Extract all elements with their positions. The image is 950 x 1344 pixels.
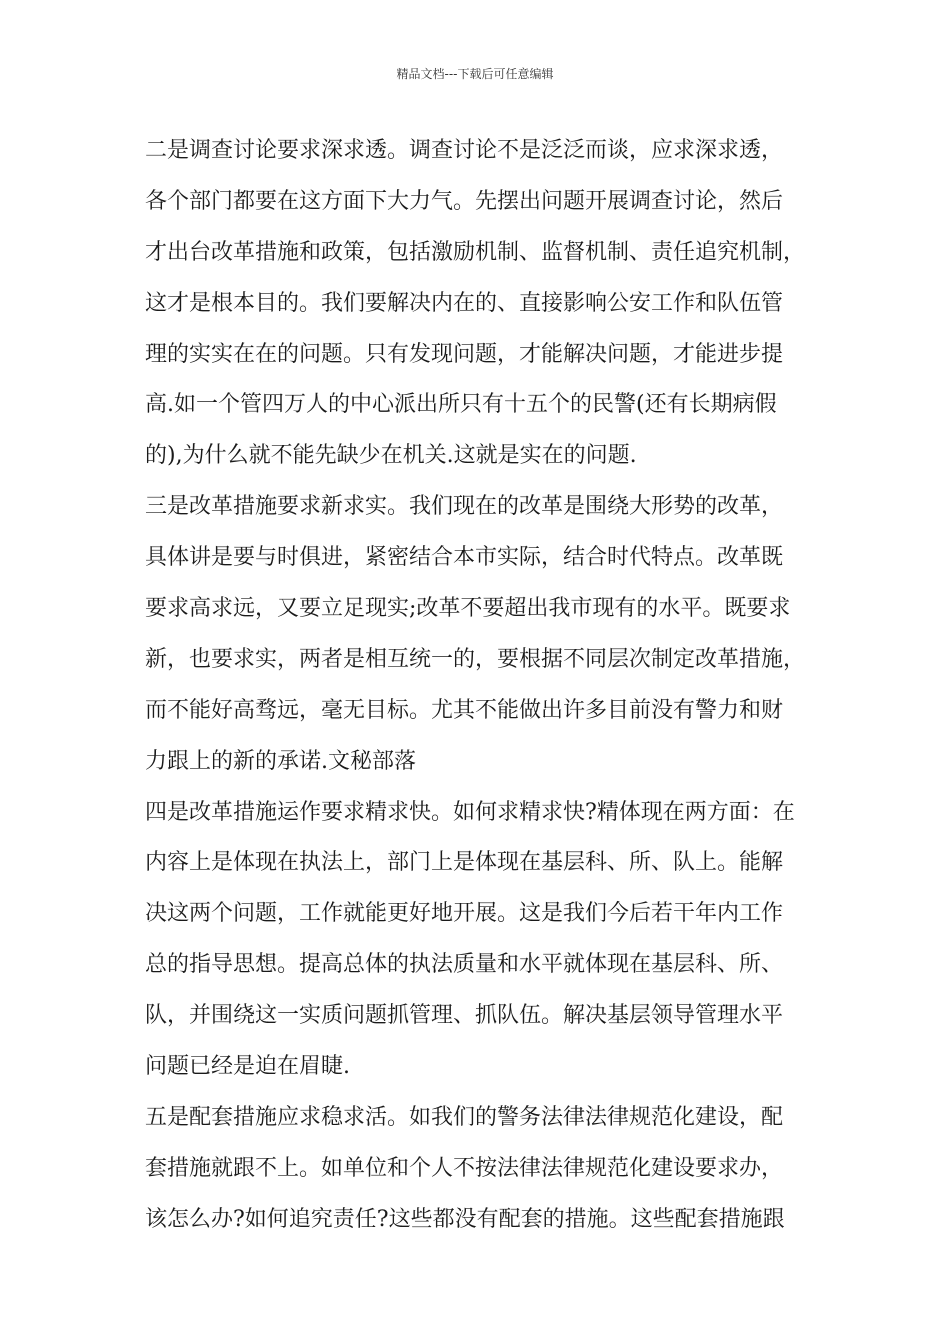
text-line: 三是改革措施要求新求实。我们现在的改革是围绕大形势的改革， [145,494,784,520]
text-line: 而不能好高骛远，毫无目标。尤其不能做出许多目前没有警力和财 [145,697,784,723]
text-line: 才出台改革措施和政策，包括激励机制、监督机制、责任追究机制， [145,239,806,265]
text-line: 要求高求远，又要立足现实;改革不要超出我市现有的水平。既要求 [145,596,791,622]
text-line: 力跟上的新的承诺.文秘部落 [145,748,416,774]
text-line: 的),为什么就不能先缺少在机关.这就是实在的问题. [145,443,637,469]
text-line: 理的实实在在的问题。只有发现问题，才能解决问题，才能进步提 [145,341,784,367]
text-line: 问题已经是迫在眉睫. [145,1054,350,1080]
text-line: 五是配套措施应求稳求活。如我们的警务法律法律规范化建设，配 [145,1104,784,1130]
document-body [145,132,825,1252]
text-line: 这才是根本目的。我们要解决内在的、直接影响公安工作和队伍管 [145,290,784,316]
text-line: 新，也要求实，两者是相互统一的，要根据不同层次制定改革措施， [145,646,806,672]
text-line: 各个部门都要在这方面下大力气。先摆出问题开展调查讨论，然后 [145,188,784,214]
text-line: 高.如一个管四万人的中心派出所只有十五个的民警(还有长期病假 [145,392,777,418]
text-line: 具体讲是要与时俱进，紧密结合本市实际，结合时代特点。改革既 [145,545,784,571]
text-line: 决这两个问题，工作就能更好地开展。这是我们今后若干年内工作 [145,901,784,927]
text-line: 内容上是体现在执法上，部门上是体现在基层科、所、队上。能解 [145,850,784,876]
text-line: 队，并围绕这一实质问题抓管理、抓队伍。解决基层领导管理水平 [145,1003,784,1029]
text-line: 套措施就跟不上。如单位和个人不按法律法律规范化建设要求办， [145,1155,784,1181]
text-line: 四是改革措施运作要求精求快。如何求精求快?精体现在两方面：在 [145,799,795,825]
text-line: 二是调查讨论要求深求透。调查讨论不是泛泛而谈，应求深求透， [145,138,784,163]
text-line: 该怎么办?如何追究责任?这些都没有配套的措施。这些配套措施跟 [145,1206,785,1232]
page-header: 精品文档---下载后可任意编辑 [396,67,554,81]
text-line: 总的指导思想。提高总体的执法质量和水平就体现在基层科、所、 [145,952,784,978]
